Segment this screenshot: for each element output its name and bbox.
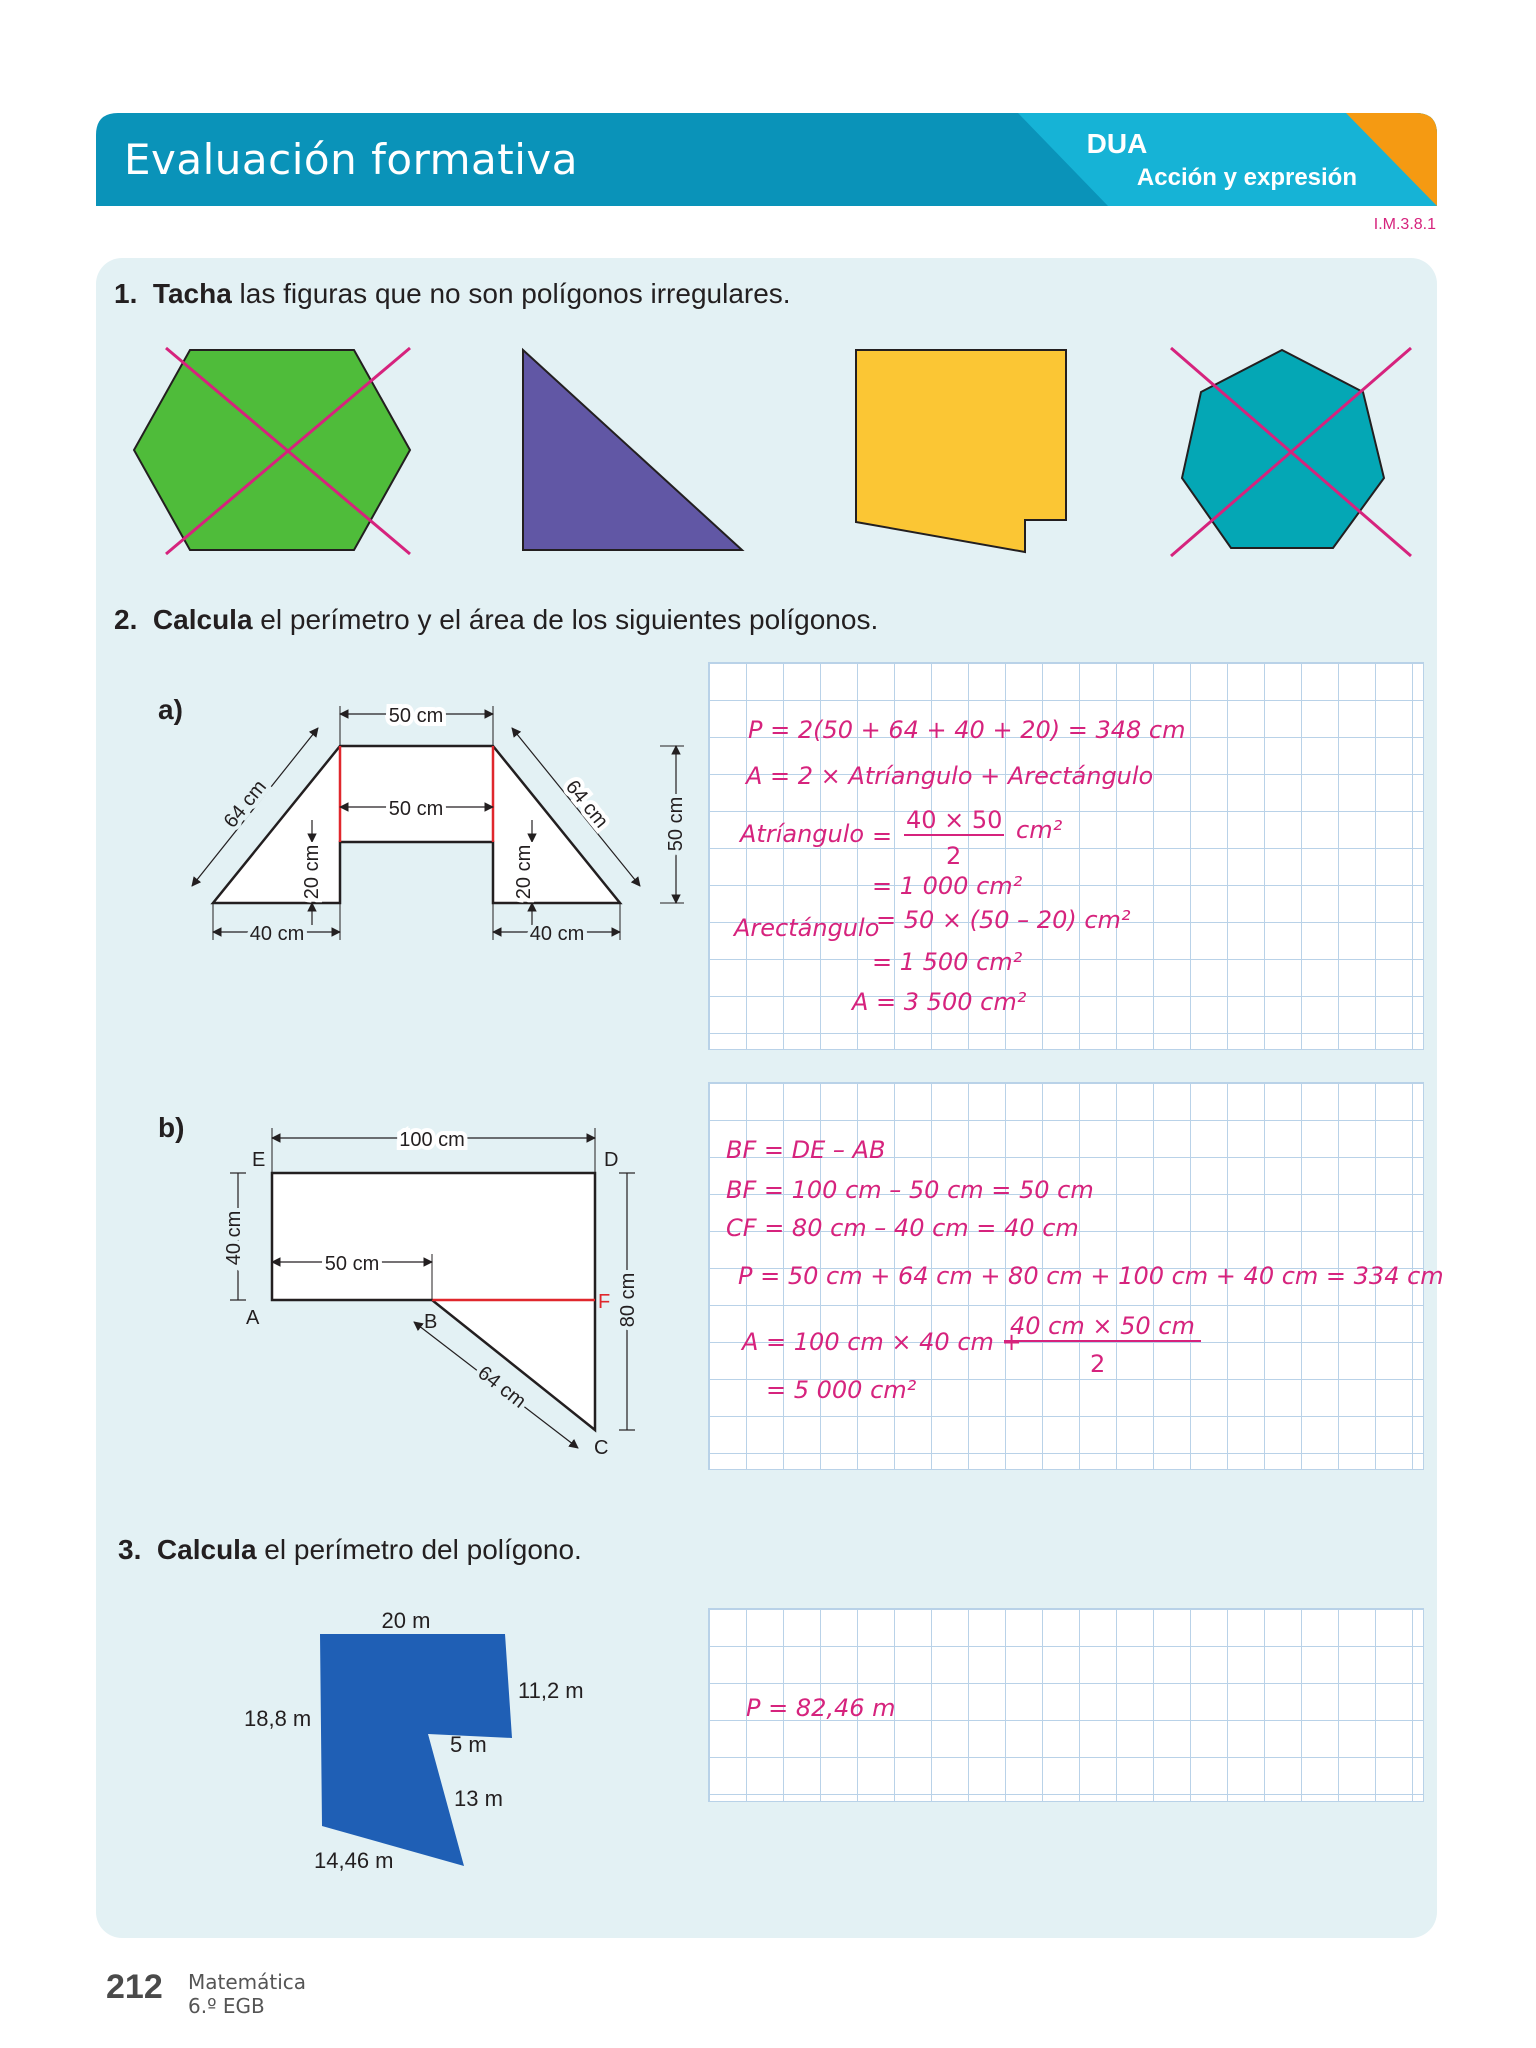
answer-a-unit: cm²: [1016, 816, 1063, 844]
label-right-h: 20 cm: [513, 844, 535, 900]
answer-b-line-4: P = 50 cm + 64 cm + 80 cm + 100 cm + 40 cm = 334 cm: [738, 1262, 1444, 1290]
answer-a-line-5: Arectángulo: [734, 914, 880, 942]
dua-label: DUA: [1086, 128, 1148, 159]
answer-b-line-1: BF = DE – AB: [726, 1136, 886, 1164]
page-number: 212: [106, 1968, 163, 2006]
question-2-number: 2.: [114, 604, 138, 635]
question-1-number: 1.: [114, 278, 138, 309]
dua-subtitle: Acción y expresión: [1136, 164, 1357, 191]
page-title: Evaluación formativa: [124, 135, 578, 184]
label-slant-b: 64 cm: [473, 1361, 530, 1413]
footer-grade: 6.º EGB: [188, 1994, 265, 2018]
label-left-base: 40 cm: [249, 923, 305, 945]
point-d: D: [604, 1149, 619, 1171]
point-b: B: [424, 1311, 438, 1333]
label-3-bottom: 14,46 m: [314, 1848, 394, 1873]
answer-a-fraction-den: 2: [946, 842, 962, 870]
label-inner-b: 50 cm: [324, 1253, 380, 1275]
point-f: F: [598, 1291, 611, 1313]
footer-subject: Matemática: [188, 1970, 307, 1994]
label-top-b: 100 cm: [399, 1129, 465, 1151]
question-3-verb: Calcula: [156, 1534, 257, 1565]
label-right-b: 80 cm: [617, 1272, 639, 1328]
indicator-code: I.M.3.8.1: [1373, 216, 1436, 233]
label-left-b: 40 cm: [223, 1210, 245, 1266]
answer-a-line-4: = 1 000 cm²: [872, 872, 1023, 900]
answer-a-line-6: = 50 × (50 – 20) cm²: [876, 906, 1131, 934]
label-left-slant: 64 cm: [219, 776, 272, 833]
point-a: A: [246, 1307, 260, 1329]
question-3-number: 3.: [118, 1534, 142, 1565]
question-2-verb: Calcula: [152, 604, 253, 635]
label-left-h: 20 cm: [301, 844, 323, 900]
answer-a-line-1: P = 2(50 + 64 + 40 + 20) = 348 cm: [748, 716, 1186, 744]
answer-b-line-3: CF = 80 cm – 40 cm = 40 cm: [726, 1214, 1079, 1242]
label-3-top: 20 m: [381, 1608, 431, 1633]
question-3-text: el perímetro del polígono.: [256, 1534, 582, 1565]
question-1-text: las figuras que no son polígonos irregulares.: [231, 278, 791, 309]
label-3-right: 11,2 m: [518, 1678, 584, 1703]
label-height: 50 cm: [665, 796, 687, 852]
answer-b-fraction-num: 40 cm × 50 cm: [1004, 1312, 1201, 1342]
label-right-slant: 64 cm: [560, 776, 613, 833]
answer-b-line-2: BF = 100 cm – 50 cm = 50 cm: [726, 1176, 1094, 1204]
answer-b-line-6: = 5 000 cm²: [766, 1376, 917, 1404]
answer-a-line-8: A = 3 500 cm²: [852, 988, 1027, 1016]
question-1-verb: Tacha: [152, 278, 232, 309]
answer-a-line-7: = 1 500 cm²: [872, 948, 1023, 976]
answer-a-fraction-num: 40 × 50: [906, 806, 1003, 834]
point-e: E: [252, 1149, 266, 1171]
point-c: C: [594, 1437, 609, 1459]
label-3-left: 18,8 m: [244, 1706, 312, 1731]
answer-b-line-5: A = 100 cm × 40 cm +: [742, 1328, 1022, 1356]
part-a-label: a): [158, 694, 183, 725]
answer-b-fraction-den: 2: [1090, 1350, 1106, 1378]
label-top: 50 cm: [388, 705, 444, 727]
label-3-notch: 5 m: [450, 1732, 487, 1757]
label-inner: 50 cm: [388, 798, 444, 820]
question-2-text: el perímetro y el área de los siguientes polígonos.: [252, 604, 879, 635]
answer-3: P = 82,46 m: [746, 1694, 896, 1722]
answer-a-line-2: A = 2 × Atríangulo + Arectángulo: [746, 762, 1154, 790]
label-right-base: 40 cm: [529, 923, 585, 945]
label-3-slant: 13 m: [454, 1786, 503, 1811]
answer-a-eq: =: [872, 822, 893, 850]
answer-a-line-3: Atríangulo: [740, 820, 865, 848]
part-b-label: b): [158, 1112, 185, 1143]
